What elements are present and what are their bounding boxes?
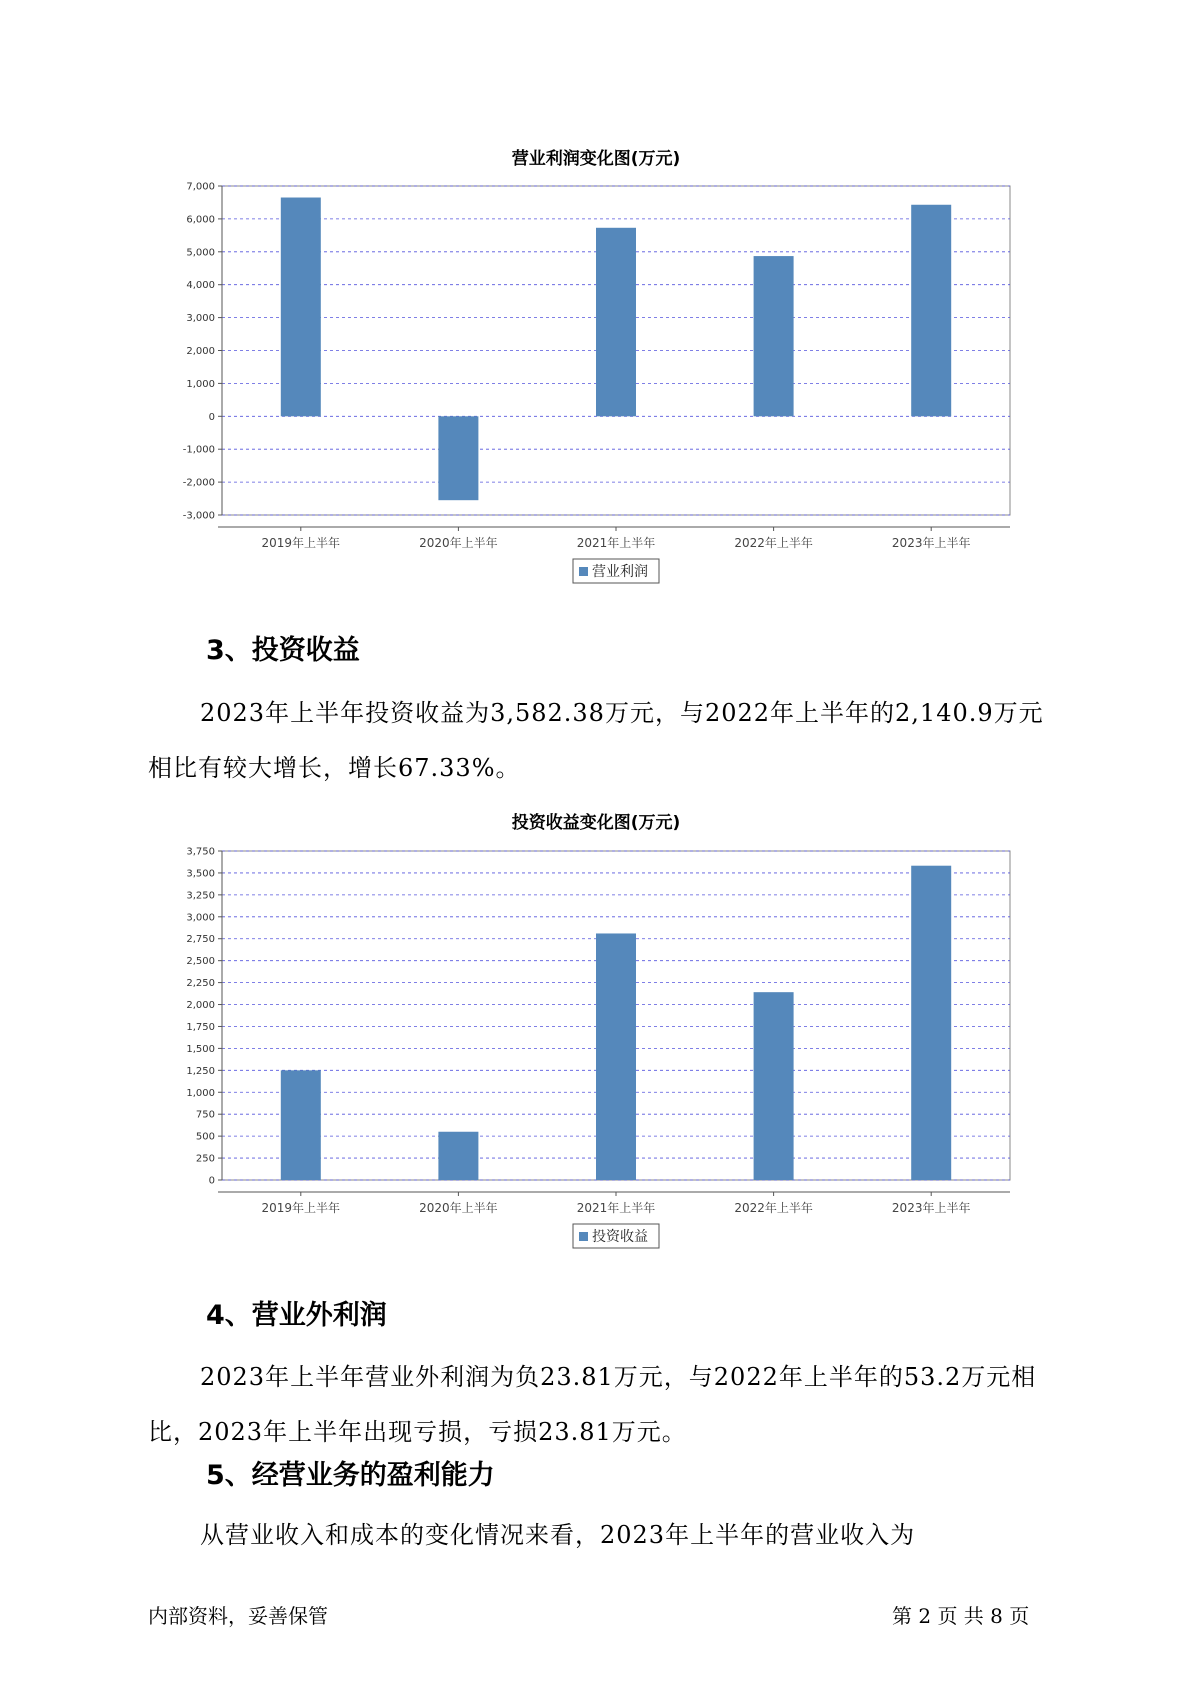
footer-page-number: 第 2 页 共 8 页 <box>892 1604 1030 1628</box>
bar <box>281 1070 321 1180</box>
legend-swatch <box>579 567 588 576</box>
y-tick-label: 3,000 <box>186 912 215 924</box>
y-tick-label: 2,000 <box>186 1000 215 1012</box>
bar <box>281 198 321 417</box>
y-tick-label: 1,000 <box>186 378 215 390</box>
y-tick-label: -2,000 <box>182 477 215 489</box>
footer-confidential-note: 内部资料，妥善保管 <box>148 1604 328 1628</box>
y-tick-label: 3,250 <box>186 890 215 902</box>
y-tick-label: -3,000 <box>182 510 215 522</box>
y-tick-label: 0 <box>208 1175 215 1187</box>
y-tick-label: 7,000 <box>186 181 215 193</box>
section-heading-nonoperating: 4、营业外利润 <box>206 1300 387 1331</box>
bar <box>596 933 636 1180</box>
bar <box>596 228 636 417</box>
y-tick-label: 3,750 <box>186 846 215 858</box>
y-tick-label: 4,000 <box>186 280 215 292</box>
bar <box>438 416 478 500</box>
y-tick-label: 250 <box>195 1153 215 1165</box>
paragraph-nonoperating: 2023年上半年营业外利润为负23.81万元，与2022年上半年的53.2万元相比，2023年上半年出现亏损，亏损23.81万元。 <box>148 1363 1037 1446</box>
legend-label: 投资收益 <box>592 1229 648 1245</box>
legend-label: 营业利润 <box>592 564 648 580</box>
x-tick-label: 2022年上半年 <box>734 536 813 550</box>
operating-profit-chart <box>150 170 1050 590</box>
y-tick-label: 1,250 <box>186 1065 215 1077</box>
y-tick-label: 1,000 <box>186 1087 215 1099</box>
paragraph-profitability: 从营业收入和成本的变化情况来看，2023年上半年的营业收入为 <box>200 1521 916 1549</box>
investment-income-chart <box>150 835 1050 1255</box>
y-tick-label: 2,250 <box>186 978 215 990</box>
bar <box>754 256 794 416</box>
y-tick-label: 750 <box>195 1109 215 1121</box>
x-tick-label: 2022年上半年 <box>734 1201 813 1215</box>
y-tick-label: 6,000 <box>186 214 215 226</box>
x-tick-label: 2021年上半年 <box>576 1201 656 1215</box>
x-tick-label: 2023年上半年 <box>891 1201 971 1215</box>
x-tick-label: 2021年上半年 <box>576 536 656 550</box>
y-tick-label: 500 <box>195 1131 215 1143</box>
y-tick-label: -1,000 <box>182 444 215 456</box>
y-tick-label: 5,000 <box>186 247 215 259</box>
legend-swatch <box>579 1232 588 1241</box>
y-tick-label: 2,000 <box>186 346 215 357</box>
paragraph-investment: 2023年上半年投资收益为3,582.38万元，与2022年上半年的2,140.9万元相比有较大增长，增长67.33%。 <box>148 699 1044 782</box>
section-heading-profitability: 5、经营业务的盈利能力 <box>206 1460 495 1491</box>
x-tick-label: 2023年上半年 <box>891 536 971 550</box>
x-tick-label: 2020年上半年 <box>419 1201 498 1215</box>
y-tick-label: 2,750 <box>186 934 215 946</box>
x-tick-label: 2020年上半年 <box>419 536 498 550</box>
bar <box>438 1132 478 1180</box>
bar <box>754 992 794 1180</box>
y-tick-label: 1,500 <box>186 1043 215 1055</box>
section-heading-investment: 3、投资收益 <box>206 635 360 666</box>
chart-1-title: 营业利润变化图(万元) <box>511 149 681 169</box>
chart-2-title: 投资收益变化图(万元) <box>511 813 681 833</box>
y-tick-label: 3,000 <box>186 313 215 325</box>
y-tick-label: 0 <box>208 411 215 423</box>
y-tick-label: 1,750 <box>186 1021 215 1033</box>
x-tick-label: 2019年上半年 <box>261 536 341 550</box>
y-tick-label: 3,500 <box>186 868 215 880</box>
x-tick-label: 2019年上半年 <box>261 1201 341 1215</box>
y-tick-label: 2,500 <box>186 956 215 968</box>
bar <box>911 866 951 1180</box>
bar <box>911 205 951 417</box>
